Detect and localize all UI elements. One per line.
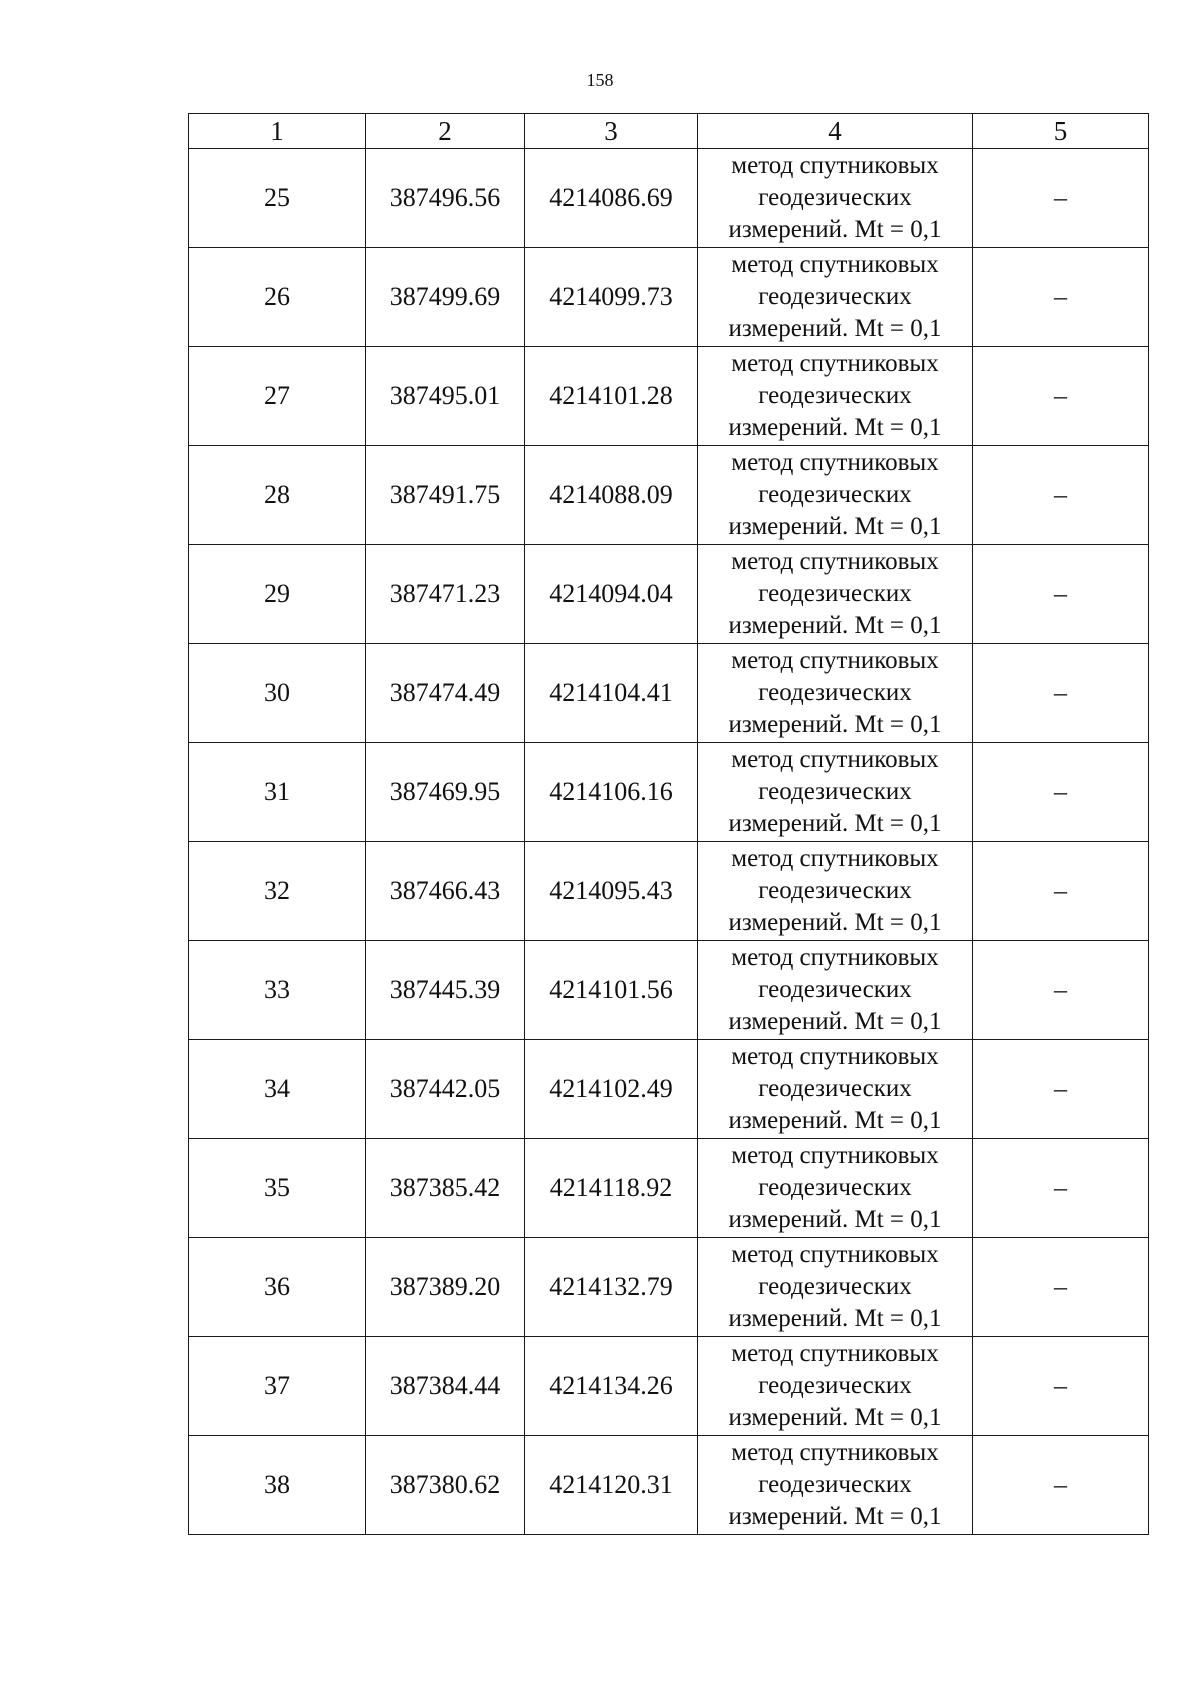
point-number-cell: 28 — [189, 446, 366, 545]
x-coordinate-cell: 387495.01 — [366, 347, 525, 446]
point-number-cell: 38 — [189, 1436, 366, 1535]
method-line: геодезических — [758, 283, 912, 310]
method-line: геодезических — [758, 184, 912, 211]
point-number-cell: 37 — [189, 1337, 366, 1436]
method-line: измерений. Mt = 0,1 — [728, 513, 942, 540]
point-number-cell: 35 — [189, 1139, 366, 1238]
table-row — [189, 644, 1149, 743]
method-cell — [698, 842, 973, 941]
header-cell: 4 — [698, 114, 973, 149]
method-line: геодезических — [758, 481, 912, 508]
table-row — [189, 1139, 1149, 1238]
x-coordinate-cell: 387491.75 — [366, 446, 525, 545]
method-cell — [698, 545, 973, 644]
method-cell — [698, 149, 973, 248]
x-coordinate-cell: 387499.69 — [366, 248, 525, 347]
method-line: измерений. Mt = 0,1 — [728, 315, 942, 342]
method-line: метод спутниковых — [731, 350, 939, 377]
method-line: метод спутниковых — [731, 1439, 939, 1466]
method-line: метод спутниковых — [731, 647, 939, 674]
method-cell — [698, 941, 973, 1040]
method-line: измерений. Mt = 0,1 — [728, 1206, 942, 1233]
method-line: метод спутниковых — [731, 251, 939, 278]
point-number-cell: 26 — [189, 248, 366, 347]
point-number-cell: 27 — [189, 347, 366, 446]
y-coordinate-cell: 4214094.04 — [525, 545, 698, 644]
method-line: метод спутниковых — [731, 548, 939, 575]
y-coordinate-cell: 4214104.41 — [525, 644, 698, 743]
method-line: измерений. Mt = 0,1 — [728, 414, 942, 441]
method-cell — [698, 446, 973, 545]
point-number-cell: 25 — [189, 149, 366, 248]
note-cell: – — [973, 743, 1149, 842]
method-cell — [698, 1436, 973, 1535]
y-coordinate-cell: 4214132.79 — [525, 1238, 698, 1337]
x-coordinate-cell: 387445.39 — [366, 941, 525, 1040]
x-coordinate-cell: 387469.95 — [366, 743, 525, 842]
method-line: метод спутниковых — [731, 1340, 939, 1367]
note-cell: – — [973, 842, 1149, 941]
method-line: измерений. Mt = 0,1 — [728, 711, 942, 738]
y-coordinate-cell: 4214086.69 — [525, 149, 698, 248]
y-coordinate-cell: 4214101.28 — [525, 347, 698, 446]
method-line: метод спутниковых — [731, 449, 939, 476]
x-coordinate-cell: 387471.23 — [366, 545, 525, 644]
method-cell — [698, 644, 973, 743]
method-line: метод спутниковых — [731, 1142, 939, 1169]
table-header-row — [189, 114, 1149, 149]
note-cell: – — [973, 644, 1149, 743]
method-line: метод спутниковых — [731, 746, 939, 773]
note-cell: – — [973, 347, 1149, 446]
method-cell — [698, 1139, 973, 1238]
method-line: геодезических — [758, 1273, 912, 1300]
table-row — [189, 248, 1149, 347]
method-cell — [698, 248, 973, 347]
y-coordinate-cell: 4214118.92 — [525, 1139, 698, 1238]
x-coordinate-cell: 387442.05 — [366, 1040, 525, 1139]
note-cell: – — [973, 941, 1149, 1040]
header-cell: 5 — [973, 114, 1149, 149]
method-line: геодезических — [758, 679, 912, 706]
method-line: измерений. Mt = 0,1 — [728, 1305, 942, 1332]
table-body — [189, 149, 1149, 1535]
method-cell — [698, 1040, 973, 1139]
method-line: геодезических — [758, 877, 912, 904]
table-row — [189, 149, 1149, 248]
point-number-cell: 29 — [189, 545, 366, 644]
y-coordinate-cell: 4214088.09 — [525, 446, 698, 545]
note-cell: – — [973, 1139, 1149, 1238]
x-coordinate-cell: 387380.62 — [366, 1436, 525, 1535]
point-number-cell: 31 — [189, 743, 366, 842]
method-cell — [698, 347, 973, 446]
y-coordinate-cell: 4214106.16 — [525, 743, 698, 842]
table-row — [189, 1238, 1149, 1337]
point-number-cell: 30 — [189, 644, 366, 743]
method-line: метод спутниковых — [731, 1241, 939, 1268]
method-line: измерений. Mt = 0,1 — [728, 1107, 942, 1134]
coordinates-table — [188, 113, 1149, 1535]
method-line: геодезических — [758, 382, 912, 409]
method-line: геодезических — [758, 976, 912, 1003]
method-line: измерений. Mt = 0,1 — [728, 810, 942, 837]
method-cell — [698, 1238, 973, 1337]
method-line: измерений. Mt = 0,1 — [728, 216, 942, 243]
x-coordinate-cell: 387385.42 — [366, 1139, 525, 1238]
header-cell: 3 — [525, 114, 698, 149]
method-line: измерений. Mt = 0,1 — [728, 1008, 942, 1035]
point-number-cell: 34 — [189, 1040, 366, 1139]
method-line: геодезических — [758, 1471, 912, 1498]
method-line: измерений. Mt = 0,1 — [728, 1503, 942, 1530]
method-line: метод спутниковых — [731, 845, 939, 872]
y-coordinate-cell: 4214099.73 — [525, 248, 698, 347]
table-row — [189, 1436, 1149, 1535]
note-cell: – — [973, 149, 1149, 248]
method-line: измерений. Mt = 0,1 — [728, 612, 942, 639]
method-line: метод спутниковых — [731, 1043, 939, 1070]
table-row — [189, 743, 1149, 842]
x-coordinate-cell: 387384.44 — [366, 1337, 525, 1436]
y-coordinate-cell: 4214134.26 — [525, 1337, 698, 1436]
table-row — [189, 1040, 1149, 1139]
method-cell — [698, 743, 973, 842]
note-cell: – — [973, 1337, 1149, 1436]
method-line: геодезических — [758, 1372, 912, 1399]
method-line: метод спутниковых — [731, 944, 939, 971]
note-cell: – — [973, 545, 1149, 644]
method-cell — [698, 1337, 973, 1436]
x-coordinate-cell: 387466.43 — [366, 842, 525, 941]
y-coordinate-cell: 4214101.56 — [525, 941, 698, 1040]
page-number: 158 — [586, 70, 614, 90]
point-number-cell: 36 — [189, 1238, 366, 1337]
table-row — [189, 941, 1149, 1040]
table-row — [189, 842, 1149, 941]
x-coordinate-cell: 387496.56 — [366, 149, 525, 248]
note-cell: – — [973, 248, 1149, 347]
note-cell: – — [973, 446, 1149, 545]
method-line: геодезических — [758, 580, 912, 607]
note-cell: – — [973, 1040, 1149, 1139]
method-line: геодезических — [758, 1075, 912, 1102]
y-coordinate-cell: 4214120.31 — [525, 1436, 698, 1535]
header-cell: 1 — [189, 114, 366, 149]
point-number-cell: 32 — [189, 842, 366, 941]
table-row — [189, 446, 1149, 545]
point-number-cell: 33 — [189, 941, 366, 1040]
method-line: измерений. Mt = 0,1 — [728, 909, 942, 936]
header-cell: 2 — [366, 114, 525, 149]
y-coordinate-cell: 4214102.49 — [525, 1040, 698, 1139]
x-coordinate-cell: 387389.20 — [366, 1238, 525, 1337]
table-row — [189, 1337, 1149, 1436]
method-line: измерений. Mt = 0,1 — [728, 1404, 942, 1431]
method-line: геодезических — [758, 778, 912, 805]
note-cell: – — [973, 1436, 1149, 1535]
method-line: геодезических — [758, 1174, 912, 1201]
table-row — [189, 545, 1149, 644]
y-coordinate-cell: 4214095.43 — [525, 842, 698, 941]
x-coordinate-cell: 387474.49 — [366, 644, 525, 743]
method-line: метод спутниковых — [731, 152, 939, 179]
table-row — [189, 347, 1149, 446]
note-cell: – — [973, 1238, 1149, 1337]
